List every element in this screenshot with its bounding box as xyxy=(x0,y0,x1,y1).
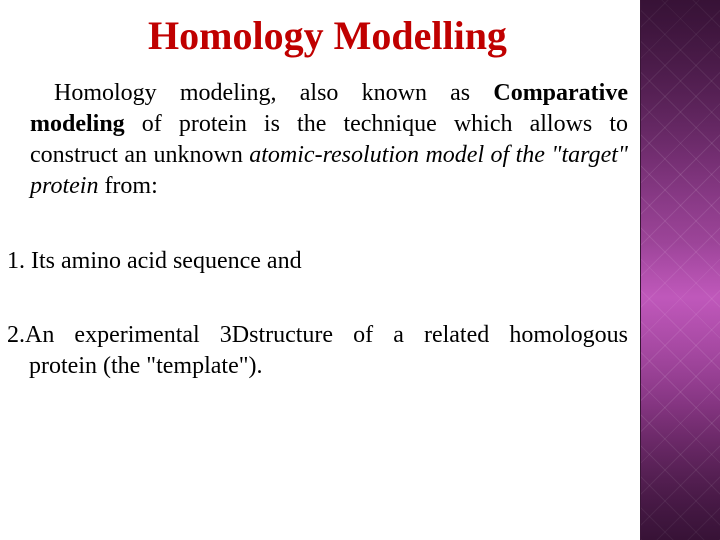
decorative-sidebar xyxy=(641,0,720,540)
intro-paragraph xyxy=(30,78,628,202)
list-item-1: 1. Its amino acid sequence and xyxy=(7,248,302,274)
intro-italic-phrase: atomic-resolution model of the "target" protein xyxy=(30,142,628,199)
intro-text-2: of protein is the technique which allows to construct an unknown xyxy=(30,111,628,168)
intro-text-1: Homology modeling, also known as xyxy=(54,80,494,106)
list-item-2-line-2: protein (the "template"). xyxy=(29,353,263,379)
intro-bold-term: Comparative modeling xyxy=(30,80,628,137)
intro-text-3: from: xyxy=(98,173,158,199)
slide-title: Homology Modelling xyxy=(148,13,507,58)
list-item-2 xyxy=(7,320,628,382)
list-item-2-line-1: 2.An experimental 3Dstructure of a related homologous xyxy=(7,322,628,348)
